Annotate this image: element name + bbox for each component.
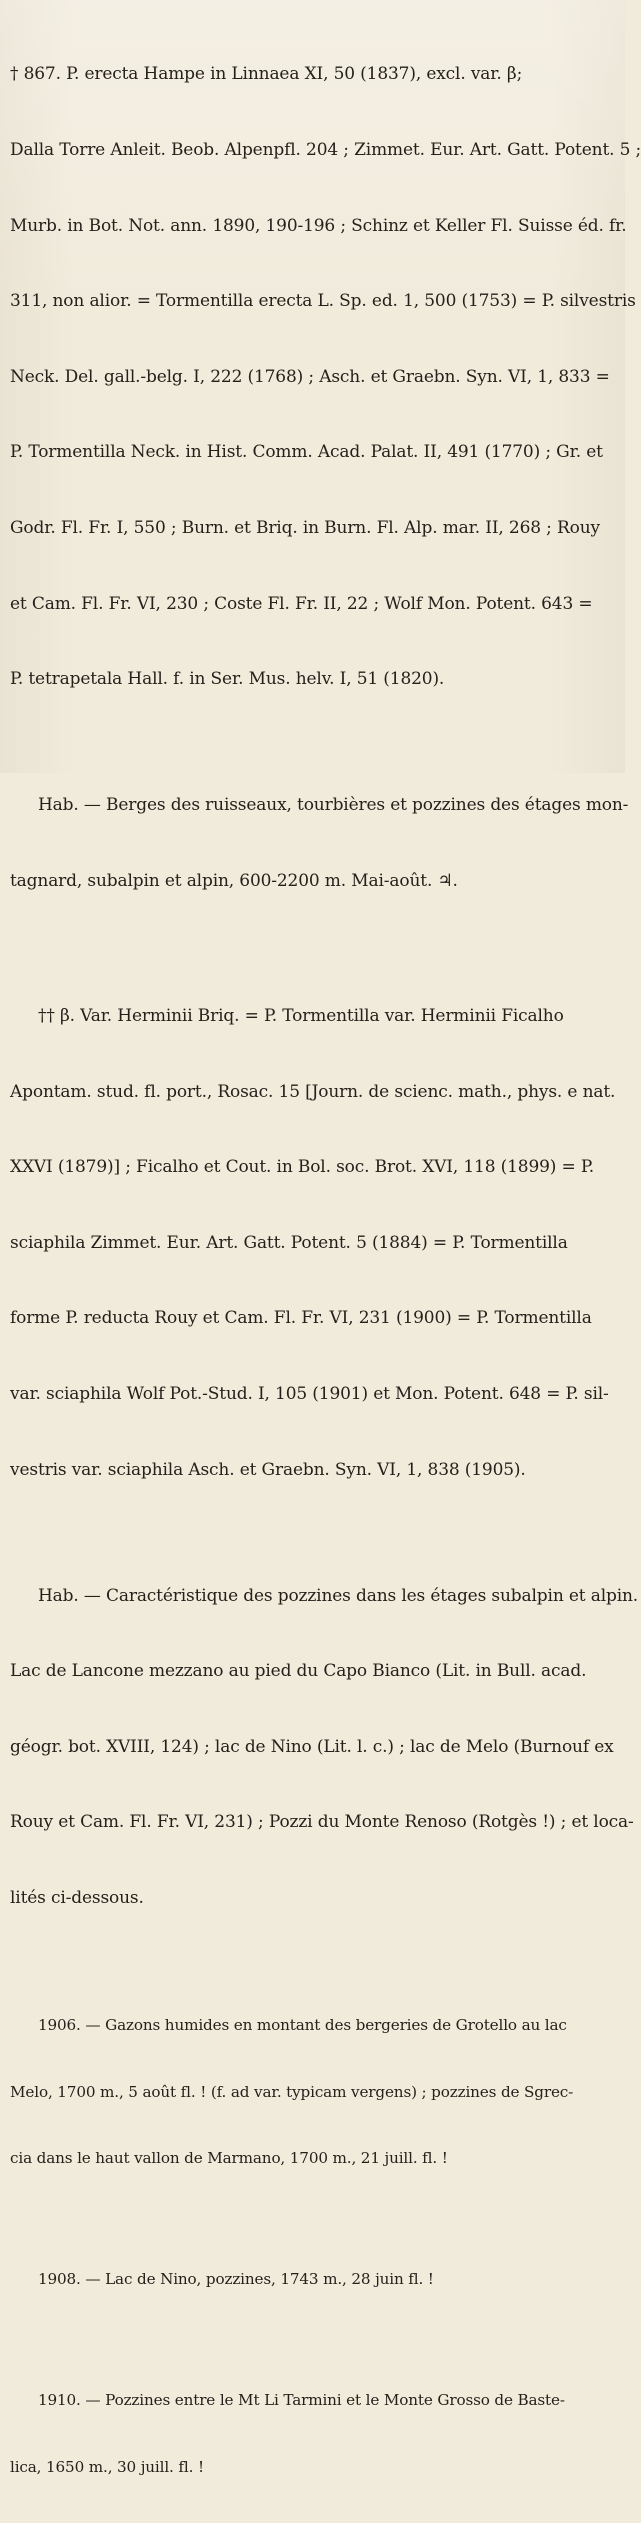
habitat-2-line-1 [10, 1584, 639, 1609]
main-entry-line-1: † 867. P. erecta Hampe in Linnaea XI, 50 (1837), excl. var. β; [10, 64, 523, 85]
variety-entry-text-1: †† β. Var. Herminii Briq. = P. Tormentilla var. Herminii Ficalho [38, 1005, 564, 1026]
main-entry-line-4: 311, non alior. = Tormentilla erecta L. Sp. ed. 1, 500 (1753) = P. silvestris [10, 291, 636, 312]
variety-entry-line-7: vestris var. sciaphila Asch. et Graebn. Syn. VI, 1, 838 (1905). [10, 1459, 526, 1480]
main-entry-line-7: Godr. Fl. Fr. I, 550 ; Burn. et Briq. in Burn. Fl. Alp. mar. II, 268 ; Rouy [10, 518, 600, 539]
record-1910-line-1 [10, 2389, 611, 2411]
habitat-1-text-1: Hab. — Berges des ruisseaux, tourbières et pozzines des étages mon- [38, 795, 629, 816]
variety-entry-line-3: XXVI (1879)] ; Ficalho et Cout. in Bol. soc. Brot. XVI, 118 (1899) = P. [10, 1157, 594, 1178]
main-entry-line-6: P. Tormentilla Neck. in Hist. Comm. Acad. Palat. II, 491 (1770) ; Gr. et [10, 442, 603, 463]
record-1906 [10, 1970, 611, 2214]
main-entry-line-5: Neck. Del. gall.-belg. I, 222 (1768) ; Asch. et Graebn. Syn. VI, 1, 833 = [10, 366, 610, 387]
habitat-1 [10, 743, 629, 945]
habitat-2-line-4: Rouy et Cam. Fl. Fr. VI, 231) ; Pozzi du Monte Renoso (Rotgès !) ; et loca- [10, 1812, 634, 1833]
habitat-2-text-1: Hab. — Caractéristique des pozzines dans les étages subalpin et alpin. [38, 1585, 639, 1606]
record-1906-line-1 [10, 2014, 611, 2036]
record-1908-line-1 [10, 2268, 611, 2290]
variety-entry-line-5: forme P. reducta Rouy et Cam. Fl. Fr. VI, 231 (1900) = P. Tormentilla [10, 1308, 592, 1329]
variety-entry [10, 954, 616, 1534]
record-1910-line-2: lica, 1650 m., 30 juill. fl. ! [10, 2457, 204, 2476]
variety-entry-line-2: Apontam. stud. fl. port., Rosac. 15 [Journ. de scienc. math., phys. e nat. [10, 1081, 616, 1102]
habitat-2-line-2: Lac de Lancone mezzano au pied du Capo Bianco (Lit. in Bull. acad. [10, 1661, 587, 1682]
variety-entry-line-4: sciaphila Zimmet. Eur. Art. Gatt. Potent. 5 (1884) = P. Tormentilla [10, 1232, 568, 1253]
main-entry [10, 12, 641, 743]
variety-entry-line-1 [10, 1004, 611, 1029]
record-1910-text-1: 1910. — Pozzines entre le Mt Li Tarmini et le Monte Grosso de Baste- [38, 2391, 565, 2410]
record-1910 [10, 2345, 611, 2523]
main-entry-line-8: et Cam. Fl. Fr. VI, 230 ; Coste Fl. Fr. II, 22 ; Wolf Mon. Potent. 643 = [10, 593, 593, 614]
habitat-2-line-5: lités ci-dessous. [10, 1888, 144, 1909]
record-1906-line-3: cia dans le haut vallon de Marmano, 1700 m., 21 juill. fl. ! [10, 2149, 448, 2168]
habitat-2 [10, 1533, 639, 1961]
record-1908 [10, 2224, 611, 2335]
record-1906-text-1: 1906. — Gazons humides en montant des bergeries de Grotello au lac [38, 2016, 567, 2035]
variety-entry-line-6: var. sciaphila Wolf Pot.-Stud. I, 105 (1901) et Mon. Potent. 648 = P. sil- [10, 1383, 609, 1404]
main-entry-line-2: Dalla Torre Anleit. Beob. Alpenpfl. 204 ; Zimmet. Eur. Art. Gatt. Potent. 5 ; [10, 140, 641, 161]
habitat-1-line-2: tagnard, subalpin et alpin, 600-2200 m. Mai-août. ♃. [10, 870, 458, 891]
main-entry-line-3: Murb. in Bot. Not. ann. 1890, 190-196 ; Schinz et Keller Fl. Suisse éd. fr. [10, 215, 627, 236]
habitat-1-line-1 [10, 793, 629, 818]
record-1908-text: 1908. — Lac de Nino, pozzines, 1743 m., 28 juin fl. ! [38, 2270, 434, 2289]
main-entry-line-9: P. tetrapetala Hall. f. in Ser. Mus. helv. I, 51 (1820). [10, 669, 445, 690]
habitat-2-line-3: géogr. bot. XVIII, 124) ; lac de Nino (Lit. l. c.) ; lac de Melo (Burnouf ex [10, 1736, 614, 1757]
record-1906-line-2: Melo, 1700 m., 5 août fl. ! (f. ad var. typicam vergens) ; pozzines de Sgrec- [10, 2082, 574, 2101]
